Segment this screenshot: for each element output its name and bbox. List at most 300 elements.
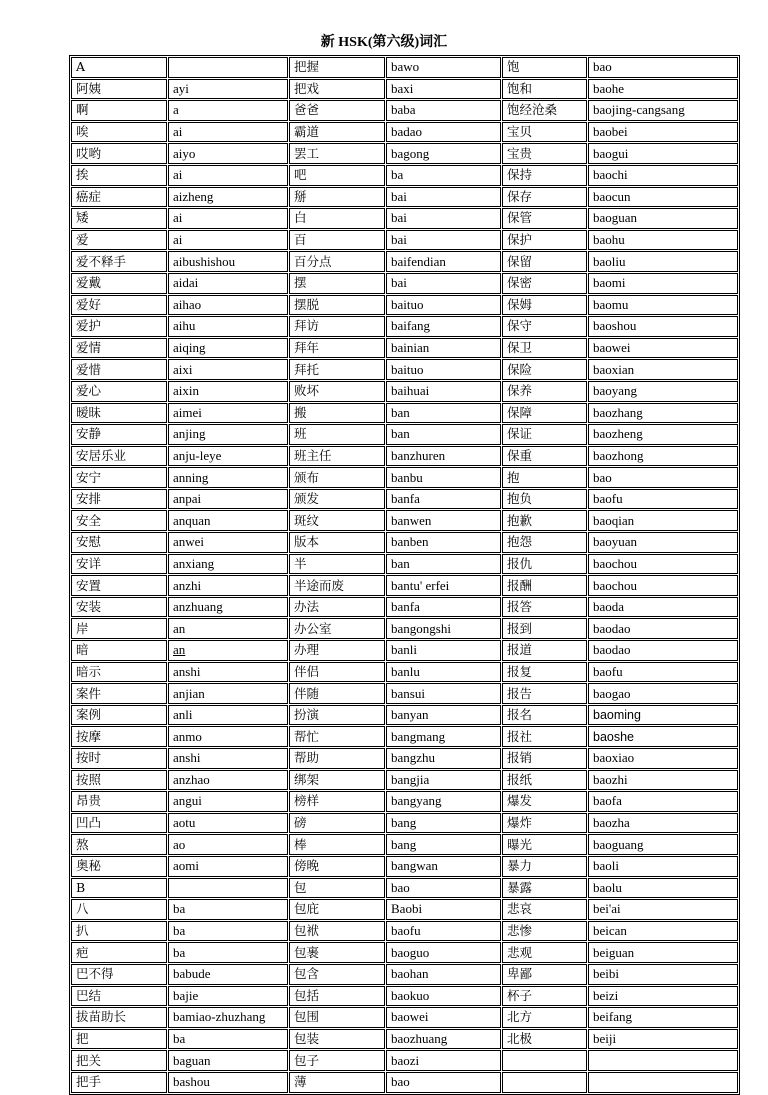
hanzi-cell: 曝光 bbox=[502, 834, 587, 855]
hanzi-cell: 阿姨 bbox=[71, 79, 167, 100]
hanzi-cell: 包庇 bbox=[289, 899, 385, 920]
hanzi-cell: 安慰 bbox=[71, 532, 167, 553]
hanzi-cell: 抱 bbox=[502, 467, 587, 488]
hanzi-cell: 百 bbox=[289, 230, 385, 251]
pinyin-cell: banbu bbox=[386, 467, 501, 488]
pinyin-cell: baobei bbox=[588, 122, 738, 143]
hanzi-cell: 安装 bbox=[71, 597, 167, 618]
hanzi-cell: 保持 bbox=[502, 165, 587, 186]
table-row bbox=[71, 726, 738, 747]
pinyin-cell: bagong bbox=[386, 143, 501, 164]
table-row bbox=[71, 57, 738, 78]
hanzi-cell: 饱经沧桑 bbox=[502, 100, 587, 121]
pinyin-cell: bao bbox=[588, 57, 738, 78]
pinyin-cell: aimei bbox=[168, 403, 288, 424]
table-row bbox=[71, 187, 738, 208]
pinyin-cell: aotu bbox=[168, 813, 288, 834]
pinyin-cell: aihao bbox=[168, 295, 288, 316]
hanzi-cell: 把戏 bbox=[289, 79, 385, 100]
hanzi-cell: 扒 bbox=[71, 921, 167, 942]
table-row bbox=[71, 834, 738, 855]
hanzi-cell: 颁布 bbox=[289, 467, 385, 488]
pinyin-cell: bang bbox=[386, 834, 501, 855]
table-row bbox=[71, 1007, 738, 1028]
pinyin-cell: banfa bbox=[386, 597, 501, 618]
hanzi-cell: A bbox=[71, 57, 167, 78]
pinyin-cell: ba bbox=[168, 1029, 288, 1050]
pinyin-cell: baogao bbox=[588, 683, 738, 704]
hanzi-cell: 保卫 bbox=[502, 338, 587, 359]
pinyin-cell: baokuo bbox=[386, 986, 501, 1007]
hanzi-cell: 悲惨 bbox=[502, 921, 587, 942]
pinyin-cell: baojing-cangsang bbox=[588, 100, 738, 121]
pinyin-cell: bangongshi bbox=[386, 618, 501, 639]
hanzi-cell: 伴随 bbox=[289, 683, 385, 704]
hanzi-cell: 暴力 bbox=[502, 856, 587, 877]
pinyin-cell bbox=[168, 878, 288, 899]
pinyin-cell: baozhang bbox=[588, 403, 738, 424]
pinyin-cell: bashou bbox=[168, 1072, 288, 1093]
hanzi-cell: 报告 bbox=[502, 683, 587, 704]
hanzi-cell: 报到 bbox=[502, 618, 587, 639]
hanzi-cell: 挨 bbox=[71, 165, 167, 186]
table-row bbox=[71, 899, 738, 920]
hanzi-cell: 薄 bbox=[289, 1072, 385, 1093]
hanzi-cell: 北极 bbox=[502, 1029, 587, 1050]
pinyin-cell: baituo bbox=[386, 359, 501, 380]
table-row bbox=[71, 748, 738, 769]
pinyin-cell: anjing bbox=[168, 424, 288, 445]
hanzi-cell: 报道 bbox=[502, 640, 587, 661]
pinyin-cell: baifendian bbox=[386, 251, 501, 272]
pinyin-cell: baogui bbox=[588, 143, 738, 164]
pinyin-cell: aixi bbox=[168, 359, 288, 380]
table-row bbox=[71, 640, 738, 661]
pinyin-cell: banzhuren bbox=[386, 446, 501, 467]
table-row bbox=[71, 79, 738, 100]
table-row bbox=[71, 359, 738, 380]
pinyin-cell: baihuai bbox=[386, 381, 501, 402]
hanzi-cell: 包袱 bbox=[289, 921, 385, 942]
hanzi-cell: 癌症 bbox=[71, 187, 167, 208]
hanzi-cell: 安全 bbox=[71, 510, 167, 531]
hanzi-cell: B bbox=[71, 878, 167, 899]
pinyin-cell: baoliu bbox=[588, 251, 738, 272]
table-row bbox=[71, 705, 738, 726]
table-row bbox=[71, 230, 738, 251]
pinyin-cell: baoguan bbox=[588, 208, 738, 229]
pinyin-cell: baoyang bbox=[588, 381, 738, 402]
pinyin-cell: baochou bbox=[588, 554, 738, 575]
table-row bbox=[71, 143, 738, 164]
hanzi-cell: 班 bbox=[289, 424, 385, 445]
pinyin-cell: beizi bbox=[588, 986, 738, 1007]
pinyin-cell: anju-leye bbox=[168, 446, 288, 467]
hanzi-cell: 矮 bbox=[71, 208, 167, 229]
pinyin-cell: baohan bbox=[386, 964, 501, 985]
hanzi-cell: 保守 bbox=[502, 316, 587, 337]
pinyin-cell: bainian bbox=[386, 338, 501, 359]
hanzi-cell: 包围 bbox=[289, 1007, 385, 1028]
hanzi-cell: 暗示 bbox=[71, 662, 167, 683]
pinyin-cell: ai bbox=[168, 165, 288, 186]
hanzi-cell: 伴侣 bbox=[289, 662, 385, 683]
hanzi-cell: 搬 bbox=[289, 403, 385, 424]
hanzi-cell: 报名 bbox=[502, 705, 587, 726]
hanzi-cell: 饱和 bbox=[502, 79, 587, 100]
pinyin-cell: bangyang bbox=[386, 791, 501, 812]
hanzi-cell: 保险 bbox=[502, 359, 587, 380]
hanzi-cell: 包裹 bbox=[289, 942, 385, 963]
hanzi-cell: 把 bbox=[71, 1029, 167, 1050]
hanzi-cell: 案件 bbox=[71, 683, 167, 704]
pinyin-cell: aizheng bbox=[168, 187, 288, 208]
pinyin-cell: beican bbox=[588, 921, 738, 942]
hanzi-cell: 磅 bbox=[289, 813, 385, 834]
pinyin-cell: banyan bbox=[386, 705, 501, 726]
hanzi-cell: 班主任 bbox=[289, 446, 385, 467]
pinyin-cell: an bbox=[168, 618, 288, 639]
pinyin-cell: ai bbox=[168, 122, 288, 143]
hanzi-cell: 掰 bbox=[289, 187, 385, 208]
table-row bbox=[71, 100, 738, 121]
pinyin-cell: baofa bbox=[588, 791, 738, 812]
hanzi-cell: 岸 bbox=[71, 618, 167, 639]
hanzi-cell: 按照 bbox=[71, 770, 167, 791]
hanzi-cell: 安静 bbox=[71, 424, 167, 445]
table-row bbox=[71, 942, 738, 963]
hanzi-cell: 爱好 bbox=[71, 295, 167, 316]
hanzi-cell: 拜访 bbox=[289, 316, 385, 337]
hanzi-cell: 颁发 bbox=[289, 489, 385, 510]
hanzi-cell: 爱心 bbox=[71, 381, 167, 402]
hanzi-cell: 熬 bbox=[71, 834, 167, 855]
hanzi-cell: 把握 bbox=[289, 57, 385, 78]
hanzi-cell: 昂贵 bbox=[71, 791, 167, 812]
pinyin-cell bbox=[168, 640, 288, 661]
hanzi-cell: 爆炸 bbox=[502, 813, 587, 834]
hanzi-cell: 斑纹 bbox=[289, 510, 385, 531]
hanzi-cell: 报社 bbox=[502, 726, 587, 747]
pinyin-cell: baba bbox=[386, 100, 501, 121]
pinyin-cell: anli bbox=[168, 705, 288, 726]
hanzi-cell: 罢工 bbox=[289, 143, 385, 164]
hanzi-cell: 哎哟 bbox=[71, 143, 167, 164]
hanzi-cell: 拜托 bbox=[289, 359, 385, 380]
pinyin-cell: bajie bbox=[168, 986, 288, 1007]
hanzi-cell: 北方 bbox=[502, 1007, 587, 1028]
pinyin-cell: baohu bbox=[588, 230, 738, 251]
table-row bbox=[71, 165, 738, 186]
pinyin-cell: baozheng bbox=[588, 424, 738, 445]
hanzi-cell: 傍晚 bbox=[289, 856, 385, 877]
pinyin-cell: aixin bbox=[168, 381, 288, 402]
hanzi-cell: 版本 bbox=[289, 532, 385, 553]
pinyin-cell: baozhong bbox=[588, 446, 738, 467]
hanzi-cell: 白 bbox=[289, 208, 385, 229]
pinyin-cell: anshi bbox=[168, 748, 288, 769]
hanzi-cell: 保护 bbox=[502, 230, 587, 251]
table-row bbox=[71, 1029, 738, 1050]
pinyin-cell: beifang bbox=[588, 1007, 738, 1028]
pinyin-cell: aiyo bbox=[168, 143, 288, 164]
pinyin-cell: baowei bbox=[386, 1007, 501, 1028]
table-row bbox=[71, 208, 738, 229]
pinyin-cell: bao bbox=[386, 878, 501, 899]
hanzi-cell: 唉 bbox=[71, 122, 167, 143]
pinyin-cell: ba bbox=[386, 165, 501, 186]
table-row bbox=[71, 770, 738, 791]
pinyin-cell: baowei bbox=[588, 338, 738, 359]
hanzi-cell: 安排 bbox=[71, 489, 167, 510]
hanzi-cell: 办法 bbox=[289, 597, 385, 618]
hanzi-cell: 爱护 bbox=[71, 316, 167, 337]
pinyin-cell: ayi bbox=[168, 79, 288, 100]
hanzi-cell: 保留 bbox=[502, 251, 587, 272]
pinyin-cell: baolu bbox=[588, 878, 738, 899]
pinyin-cell: anjian bbox=[168, 683, 288, 704]
hanzi-cell: 巴不得 bbox=[71, 964, 167, 985]
hanzi-cell: 抱负 bbox=[502, 489, 587, 510]
pinyin-cell: bei'ai bbox=[588, 899, 738, 920]
table-row bbox=[71, 878, 738, 899]
pinyin-cell: bang bbox=[386, 813, 501, 834]
pinyin-cell: anzhuang bbox=[168, 597, 288, 618]
pinyin-cell: bamiao-zhuzhang bbox=[168, 1007, 288, 1028]
hanzi-cell: 啊 bbox=[71, 100, 167, 121]
pinyin-cell: aomi bbox=[168, 856, 288, 877]
pinyin-cell: baoshe bbox=[588, 726, 738, 747]
pinyin-cell: baomu bbox=[588, 295, 738, 316]
pinyin-cell: baxi bbox=[386, 79, 501, 100]
pinyin-cell: ban bbox=[386, 424, 501, 445]
hanzi-cell: 疤 bbox=[71, 942, 167, 963]
pinyin-cell: anwei bbox=[168, 532, 288, 553]
hanzi-cell: 吧 bbox=[289, 165, 385, 186]
table-row bbox=[71, 316, 738, 337]
hanzi-cell: 安置 bbox=[71, 575, 167, 596]
pinyin-cell: baozhi bbox=[588, 770, 738, 791]
pinyin-cell: badao bbox=[386, 122, 501, 143]
pinyin-cell: bao bbox=[588, 467, 738, 488]
pinyin-cell: baifang bbox=[386, 316, 501, 337]
table-row bbox=[71, 338, 738, 359]
hanzi-cell: 保重 bbox=[502, 446, 587, 467]
pinyin-cell: bai bbox=[386, 187, 501, 208]
pinyin-cell: aihu bbox=[168, 316, 288, 337]
table-row bbox=[71, 251, 738, 272]
hanzi-cell: 暗 bbox=[71, 640, 167, 661]
hanzi-cell: 保养 bbox=[502, 381, 587, 402]
table-row bbox=[71, 964, 738, 985]
table-row bbox=[71, 813, 738, 834]
hanzi-cell: 扮演 bbox=[289, 705, 385, 726]
pinyin-cell: ban bbox=[386, 554, 501, 575]
table-row bbox=[71, 575, 738, 596]
hanzi-cell: 爱不释手 bbox=[71, 251, 167, 272]
pinyin-cell: beibi bbox=[588, 964, 738, 985]
hanzi-cell: 包括 bbox=[289, 986, 385, 1007]
table-row bbox=[71, 403, 738, 424]
pinyin-cell: baoda bbox=[588, 597, 738, 618]
table-row bbox=[71, 122, 738, 143]
table-row bbox=[71, 618, 738, 639]
hanzi-cell: 拔苗助长 bbox=[71, 1007, 167, 1028]
pinyin-cell: baomi bbox=[588, 273, 738, 294]
pinyin-cell: bai bbox=[386, 208, 501, 229]
table-row bbox=[71, 295, 738, 316]
page-title: 新 HSK(第六级)词汇 bbox=[320, 35, 448, 50]
pinyin-cell: anzhi bbox=[168, 575, 288, 596]
pinyin-cell: ai bbox=[168, 230, 288, 251]
hanzi-cell: 爱戴 bbox=[71, 273, 167, 294]
hanzi-cell: 按摩 bbox=[71, 726, 167, 747]
hanzi-cell: 暧昧 bbox=[71, 403, 167, 424]
pinyin-cell: bangwan bbox=[386, 856, 501, 877]
hanzi-cell: 爱情 bbox=[71, 338, 167, 359]
pinyin-cell: baofu bbox=[588, 662, 738, 683]
pinyin-cell: baoshou bbox=[588, 316, 738, 337]
hanzi-cell: 保障 bbox=[502, 403, 587, 424]
hanzi-cell bbox=[502, 1072, 587, 1093]
pinyin-cell: baocun bbox=[588, 187, 738, 208]
hanzi-cell: 八 bbox=[71, 899, 167, 920]
table-row bbox=[71, 662, 738, 683]
pinyin-cell: baochou bbox=[588, 575, 738, 596]
pinyin-cell: bawo bbox=[386, 57, 501, 78]
pinyin-cell: ba bbox=[168, 899, 288, 920]
pinyin-cell: baofu bbox=[588, 489, 738, 510]
pinyin-cell: banfa bbox=[386, 489, 501, 510]
pinyin-cell: baoqian bbox=[588, 510, 738, 531]
table-row bbox=[71, 683, 738, 704]
pinyin-cell: beiji bbox=[588, 1029, 738, 1050]
table-row bbox=[71, 510, 738, 531]
hanzi-cell: 包装 bbox=[289, 1029, 385, 1050]
pinyin-cell: ao bbox=[168, 834, 288, 855]
table-row bbox=[71, 597, 738, 618]
pinyin-cell: baozi bbox=[386, 1050, 501, 1071]
hanzi-cell: 摆脱 bbox=[289, 295, 385, 316]
hanzi-cell: 爱 bbox=[71, 230, 167, 251]
pinyin-cell: ai bbox=[168, 208, 288, 229]
pinyin-cell: baituo bbox=[386, 295, 501, 316]
hanzi-cell: 报复 bbox=[502, 662, 587, 683]
hanzi-cell: 帮助 bbox=[289, 748, 385, 769]
pinyin-cell: anmo bbox=[168, 726, 288, 747]
hanzi-cell: 宝贝 bbox=[502, 122, 587, 143]
pinyin-cell: anzhao bbox=[168, 770, 288, 791]
table-row bbox=[71, 467, 738, 488]
pinyin-cell: baochi bbox=[588, 165, 738, 186]
pinyin-cell: banben bbox=[386, 532, 501, 553]
pinyin-cell: baozha bbox=[588, 813, 738, 834]
hanzi-cell: 保管 bbox=[502, 208, 587, 229]
hanzi-cell: 奥秘 bbox=[71, 856, 167, 877]
pinyin-cell: baoxiao bbox=[588, 748, 738, 769]
hanzi-cell: 半途而废 bbox=[289, 575, 385, 596]
pinyin-cell: bangzhu bbox=[386, 748, 501, 769]
hanzi-cell: 抱怨 bbox=[502, 532, 587, 553]
hanzi-cell: 报销 bbox=[502, 748, 587, 769]
pinyin-cell: baofu bbox=[386, 921, 501, 942]
hanzi-cell: 报答 bbox=[502, 597, 587, 618]
pinyin-cell: baohe bbox=[588, 79, 738, 100]
hanzi-cell: 饱 bbox=[502, 57, 587, 78]
hanzi-cell: 保证 bbox=[502, 424, 587, 445]
hanzi-cell: 安居乐业 bbox=[71, 446, 167, 467]
pinyin-cell: baoli bbox=[588, 856, 738, 877]
hanzi-cell: 帮忙 bbox=[289, 726, 385, 747]
pinyin-cell: baoguang bbox=[588, 834, 738, 855]
pinyin-cell: baozhuang bbox=[386, 1029, 501, 1050]
hanzi-cell: 爆发 bbox=[502, 791, 587, 812]
hanzi-cell: 包子 bbox=[289, 1050, 385, 1071]
hanzi-cell: 安详 bbox=[71, 554, 167, 575]
pinyin-cell: baodao bbox=[588, 618, 738, 639]
pinyin-cell: bantu' erfei bbox=[386, 575, 501, 596]
pinyin-cell: aibushishou bbox=[168, 251, 288, 272]
pinyin-cell bbox=[588, 1072, 738, 1093]
pinyin-cell: baoming bbox=[588, 705, 738, 726]
hanzi-cell: 案例 bbox=[71, 705, 167, 726]
hanzi-cell: 爱惜 bbox=[71, 359, 167, 380]
hanzi-cell bbox=[502, 1050, 587, 1071]
pinyin-cell: aiqing bbox=[168, 338, 288, 359]
pinyin-cell: banli bbox=[386, 640, 501, 661]
hanzi-cell: 百分点 bbox=[289, 251, 385, 272]
hanzi-cell: 霸道 bbox=[289, 122, 385, 143]
pinyin-cell: babude bbox=[168, 964, 288, 985]
hanzi-cell: 半 bbox=[289, 554, 385, 575]
hanzi-cell: 按时 bbox=[71, 748, 167, 769]
pinyin-cell: bangmang bbox=[386, 726, 501, 747]
hanzi-cell: 绑架 bbox=[289, 770, 385, 791]
table-row bbox=[71, 921, 738, 942]
hanzi-cell: 报酬 bbox=[502, 575, 587, 596]
table-row bbox=[71, 381, 738, 402]
hanzi-cell: 巴结 bbox=[71, 986, 167, 1007]
table-row bbox=[71, 554, 738, 575]
hanzi-cell: 办公室 bbox=[289, 618, 385, 639]
pinyin-cell: baodao bbox=[588, 640, 738, 661]
hanzi-cell: 败坏 bbox=[289, 381, 385, 402]
table-row bbox=[71, 446, 738, 467]
table-row bbox=[71, 1050, 738, 1071]
pinyin-cell: anshi bbox=[168, 662, 288, 683]
hanzi-cell: 办理 bbox=[289, 640, 385, 661]
hanzi-cell: 悲哀 bbox=[502, 899, 587, 920]
table-row bbox=[71, 791, 738, 812]
hanzi-cell: 杯子 bbox=[502, 986, 587, 1007]
pinyin-cell: bansui bbox=[386, 683, 501, 704]
pinyin-cell: baoxian bbox=[588, 359, 738, 380]
pinyin-cell: anning bbox=[168, 467, 288, 488]
vocabulary-table bbox=[69, 55, 740, 1095]
pinyin-cell: ba bbox=[168, 942, 288, 963]
hanzi-cell: 包 bbox=[289, 878, 385, 899]
hanzi-cell: 摆 bbox=[289, 273, 385, 294]
hanzi-cell: 榜样 bbox=[289, 791, 385, 812]
hanzi-cell: 凹凸 bbox=[71, 813, 167, 834]
pinyin-cell: angui bbox=[168, 791, 288, 812]
pinyin-cell: aidai bbox=[168, 273, 288, 294]
pinyin-cell: baoyuan bbox=[588, 532, 738, 553]
hanzi-cell: 抱歉 bbox=[502, 510, 587, 531]
table-row bbox=[71, 532, 738, 553]
hanzi-cell: 棒 bbox=[289, 834, 385, 855]
hanzi-cell: 暴露 bbox=[502, 878, 587, 899]
